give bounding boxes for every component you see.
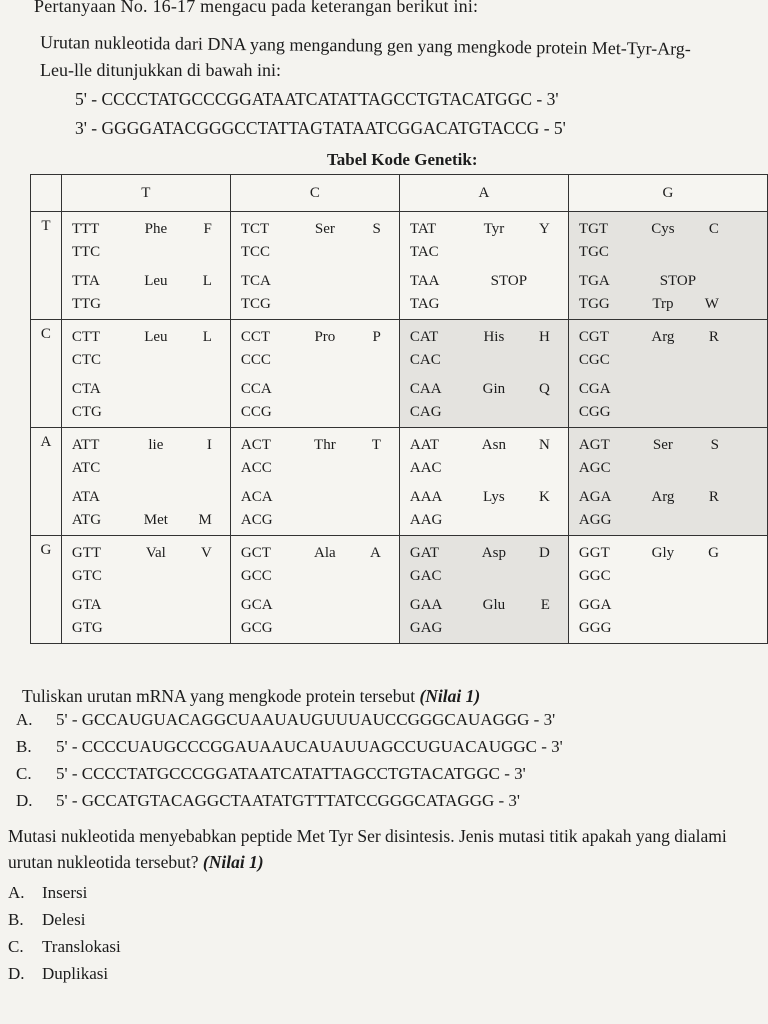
codon-entry [241, 293, 393, 316]
codon-entry [410, 542, 562, 565]
codon: ATG [71, 512, 102, 528]
amino-acid: Arg [651, 489, 675, 505]
section-header: Pertanyaan No. 16-17 mengacu pada keterangan berikut ini: [34, 0, 479, 16]
codon-entry [410, 509, 562, 532]
amino-acid: Arg [651, 329, 675, 345]
codon-entry [72, 486, 224, 509]
codon-entry [579, 457, 761, 480]
codon-cell [568, 428, 767, 536]
option-text: Insersi [42, 883, 88, 902]
dna-strand-3-to-5: 3' - GGGGATACGGGCCTATTAGTATAATCGGACATGTACCG - 5' [75, 118, 566, 138]
codon-entry [241, 486, 393, 509]
codon-entry [579, 401, 761, 424]
amino-acid: Gin [482, 381, 506, 397]
amino-acid: Val [145, 545, 166, 561]
option-text: Translokasi [42, 937, 121, 956]
codon: ATC [71, 460, 101, 476]
amino-acid-code: R [708, 329, 719, 345]
codon: GTA [71, 597, 102, 613]
codon-entry [410, 434, 562, 457]
option-text: 5' - GCCATGTACAGGCTAATATGTTTATCCGGGCATAGGG - 3' [56, 791, 520, 810]
question-2-text: urutan nukleotida tersebut? [8, 852, 199, 872]
codon-entry [72, 270, 224, 293]
codon-cell [230, 212, 399, 320]
codon-cell [399, 428, 568, 536]
codon: TGG [578, 296, 610, 312]
codon-entry [72, 617, 224, 640]
codon-entry [410, 378, 562, 401]
codon: CTC [71, 352, 102, 368]
codon-entry [72, 293, 224, 316]
codon-entry [410, 326, 562, 349]
amino-acid: Leu [144, 329, 168, 345]
codon-entry [410, 349, 562, 372]
amino-acid: Glu [482, 597, 506, 613]
codon-cell [568, 320, 767, 428]
codon-cell [399, 536, 568, 644]
codon-entry [72, 401, 224, 424]
amino-acid-code: Q [539, 381, 550, 397]
codon: CGA [578, 381, 611, 397]
codon-entry [72, 509, 224, 532]
codon: GTT [71, 545, 102, 561]
row-header: C [31, 320, 62, 428]
codon: CTT [71, 329, 101, 345]
codon: TTA [71, 273, 100, 289]
row-header: T [31, 212, 62, 320]
amino-acid-code: I [206, 437, 212, 453]
codon: CTG [71, 404, 102, 420]
codon-entry [410, 457, 562, 480]
codon: TGA [578, 273, 610, 289]
row-header: A [31, 428, 62, 536]
amino-acid: Asn [481, 437, 506, 453]
codon: AGT [578, 437, 610, 453]
stop-codon-label: STOP [490, 273, 528, 289]
codon: CCA [240, 381, 272, 397]
codon: GGC [578, 568, 611, 584]
col-header: T [61, 175, 230, 212]
option-label: D. [16, 791, 33, 810]
codon: TTC [71, 244, 101, 260]
codon: TCA [240, 273, 271, 289]
table-corner-cell [31, 175, 62, 212]
codon-entry [410, 594, 562, 617]
amino-acid-code: T [371, 437, 381, 453]
codon: AGA [578, 489, 612, 505]
option-text: 5' - CCCCTATGCCCGGATAATCATATTAGCCTGTACATGGC - 3' [56, 764, 526, 783]
codon: GAA [409, 597, 443, 613]
codon: TAT [409, 221, 437, 237]
codon: ATA [71, 489, 100, 505]
codon: CTA [71, 381, 101, 397]
question-1 [22, 686, 480, 707]
amino-acid-code: S [372, 221, 381, 237]
codon-entry [410, 293, 562, 316]
codon: GCC [240, 568, 272, 584]
codon: AGC [578, 460, 611, 476]
amino-acid: Asp [481, 545, 506, 561]
codon-entry [241, 565, 393, 588]
codon-entry [579, 486, 761, 509]
table-header-row [31, 175, 768, 212]
question-1-score: (Nilai 1) [419, 686, 481, 706]
codon-entry [241, 617, 393, 640]
codon-entry [410, 241, 562, 264]
q2-option-c[interactable] [8, 937, 121, 957]
codon-entry [72, 326, 224, 349]
codon: TCG [240, 296, 271, 312]
codon-entry [241, 457, 393, 480]
amino-acid-code: K [539, 489, 550, 505]
table-row [31, 320, 768, 428]
codon-cell [399, 320, 568, 428]
codon-entry [410, 565, 562, 588]
codon: GCT [240, 545, 271, 561]
amino-acid: Ala [314, 545, 336, 561]
codon: AAC [409, 460, 442, 476]
codon-cell [230, 428, 399, 536]
amino-acid: Phe [144, 221, 168, 237]
codon-entry [241, 542, 393, 565]
codon: ACA [240, 489, 273, 505]
intro-text-line-2: Leu-lle ditunjukkan di bawah ini: [40, 60, 281, 80]
genetic-code-table [30, 174, 768, 644]
codon: CGT [578, 329, 609, 345]
codon: TCT [240, 221, 270, 237]
codon: CGC [578, 352, 610, 368]
codon-cell [230, 320, 399, 428]
table-title: Tabel Kode Genetik: [327, 150, 478, 169]
codon-entry [579, 270, 761, 293]
codon: GTC [71, 568, 102, 584]
codon: GGT [578, 545, 610, 561]
codon-entry [72, 457, 224, 480]
amino-acid-code: C [708, 221, 719, 237]
codon: GCA [240, 597, 273, 613]
codon-entry [410, 401, 562, 424]
codon: TGT [578, 221, 609, 237]
codon: TAC [409, 244, 439, 260]
option-label: B. [8, 910, 24, 929]
col-header: G [568, 175, 767, 212]
option-text: Duplikasi [42, 964, 109, 983]
amino-acid-code: F [203, 221, 212, 237]
codon: TTG [71, 296, 102, 312]
amino-acid-code: D [539, 545, 550, 561]
dna-strand-5-to-3: 5' - CCCCTATGCCCGGATAATCATATTAGCCTGTACATGGC - 3' [75, 89, 559, 109]
codon-cell [568, 212, 767, 320]
codon-entry [579, 509, 761, 532]
option-label: D. [8, 964, 25, 983]
amino-acid-code: W [704, 296, 719, 312]
amino-acid-code: R [708, 489, 719, 505]
intro-text-line-1: Urutan nukleotida dari DNA yang mengandung gen yang mengkode protein Met-Tyr-Arg- [39, 32, 691, 59]
col-header: A [399, 175, 568, 212]
codon-entry [410, 617, 562, 640]
amino-acid-code: G [708, 545, 719, 561]
codon-entry [410, 218, 562, 241]
amino-acid: Leu [144, 273, 168, 289]
codon-entry [241, 378, 393, 401]
amino-acid: Ser [652, 437, 673, 453]
q1-option-b[interactable] [16, 737, 563, 757]
codon-entry [241, 434, 393, 457]
amino-acid: Thr [314, 437, 336, 453]
codon-cell [568, 536, 767, 644]
amino-acid: Ser [314, 221, 335, 237]
codon-entry [579, 241, 761, 264]
codon-entry [410, 486, 562, 509]
codon: TTT [71, 221, 100, 237]
codon: GGA [578, 597, 612, 613]
amino-acid: Pro [314, 329, 336, 345]
amino-acid-code: L [202, 273, 212, 289]
question-2-line-1: Mutasi nukleotida menyebabkan peptide Met Tyr Ser disintesis. Jenis mutasi titik apakah yang dialami [8, 826, 727, 846]
codon-entry [241, 270, 393, 293]
codon-entry [241, 401, 393, 424]
codon-entry [579, 617, 761, 640]
codon: GGG [578, 620, 612, 636]
table-row [31, 212, 768, 320]
codon-entry [579, 565, 761, 588]
codon: AAA [409, 489, 443, 505]
q2-option-d[interactable] [8, 964, 108, 984]
amino-acid-code: A [370, 545, 381, 561]
codon-entry [241, 218, 393, 241]
codon-entry [72, 542, 224, 565]
codon: GAC [409, 568, 442, 584]
codon: AAT [409, 437, 440, 453]
codon-cell [61, 212, 230, 320]
amino-acid: Cys [651, 221, 675, 237]
table-row [31, 536, 768, 644]
q2-option-b[interactable] [8, 910, 85, 930]
q1-option-d[interactable] [16, 791, 520, 811]
codon-entry [72, 218, 224, 241]
codon: ACT [240, 437, 271, 453]
codon: GAG [409, 620, 443, 636]
codon: ACG [240, 512, 273, 528]
codon-entry [579, 349, 761, 372]
codon-entry [72, 349, 224, 372]
amino-acid-code: P [372, 329, 381, 345]
codon: CCT [240, 329, 271, 345]
codon: TAG [409, 296, 440, 312]
codon: TCC [240, 244, 271, 260]
question-2-line-2 [8, 852, 264, 873]
amino-acid: Trp [652, 296, 674, 312]
q1-option-a[interactable] [16, 710, 555, 730]
codon: CAG [409, 404, 442, 420]
amino-acid: Met [143, 512, 168, 528]
codon-cell [230, 536, 399, 644]
col-header: C [230, 175, 399, 212]
codon: GCG [240, 620, 273, 636]
stop-codon-label: STOP [659, 273, 697, 289]
amino-acid-code: S [710, 437, 719, 453]
amino-acid-code: H [539, 329, 550, 345]
codon-entry [579, 326, 761, 349]
codon-entry [241, 594, 393, 617]
codon-entry [72, 241, 224, 264]
question-2-score: (Nilai 1) [202, 852, 264, 872]
codon: TGC [578, 244, 609, 260]
option-text: 5' - CCCCUAUGCCCGGAUAAUCAUAUUAGCCUGUACAUGGC - 3' [56, 737, 563, 756]
option-label: C. [16, 764, 32, 783]
table-body [31, 212, 768, 644]
option-text: Delesi [42, 910, 86, 929]
codon: AAG [409, 512, 443, 528]
codon-cell [61, 536, 230, 644]
codon-entry [579, 378, 761, 401]
codon: ATT [71, 437, 100, 453]
codon-entry [241, 241, 393, 264]
codon-cell [61, 428, 230, 536]
codon-cell [61, 320, 230, 428]
codon-entry [579, 542, 761, 565]
codon: CGG [578, 404, 611, 420]
codon: CAC [409, 352, 441, 368]
q2-option-a[interactable] [8, 883, 87, 903]
codon-entry [579, 218, 761, 241]
amino-acid-code: E [540, 597, 550, 613]
option-text: 5' - GCCAUGUACAGGCUAAUAUGUUUAUCCGGGCAUAGGG - 3' [56, 710, 556, 729]
amino-acid-code: V [201, 545, 212, 561]
amino-acid-code: L [202, 329, 212, 345]
codon: CAT [409, 329, 439, 345]
codon-entry [72, 434, 224, 457]
codon: CCC [240, 352, 271, 368]
codon: GTG [71, 620, 103, 636]
codon-entry [579, 434, 761, 457]
codon-entry [410, 270, 562, 293]
codon: ACC [240, 460, 272, 476]
codon-entry [579, 293, 761, 316]
codon: TAA [409, 273, 440, 289]
row-header: G [31, 536, 62, 644]
table-row [31, 428, 768, 536]
amino-acid: lie [148, 437, 164, 453]
amino-acid: His [483, 329, 505, 345]
codon: CCG [240, 404, 272, 420]
amino-acid: Gly [651, 545, 675, 561]
amino-acid-code: N [539, 437, 550, 453]
codon-cell [399, 212, 568, 320]
codon: GAT [409, 545, 440, 561]
codon-entry [241, 326, 393, 349]
question-1-text: Tuliskan urutan mRNA yang mengkode protein tersebut [22, 686, 416, 706]
amino-acid: Tyr [483, 221, 505, 237]
option-label: A. [16, 710, 33, 729]
codon-entry [72, 565, 224, 588]
option-label: A. [8, 883, 25, 902]
codon: CAA [409, 381, 442, 397]
option-label: B. [16, 737, 32, 756]
codon-entry [72, 594, 224, 617]
codon: AGG [578, 512, 612, 528]
codon-entry [579, 594, 761, 617]
codon-entry [72, 378, 224, 401]
codon-entry [241, 349, 393, 372]
amino-acid-code: Y [539, 221, 550, 237]
option-label: C. [8, 937, 24, 956]
amino-acid: Lys [483, 489, 505, 505]
amino-acid-code: M [198, 512, 212, 528]
codon-entry [241, 509, 393, 532]
q1-option-c[interactable] [16, 764, 526, 784]
